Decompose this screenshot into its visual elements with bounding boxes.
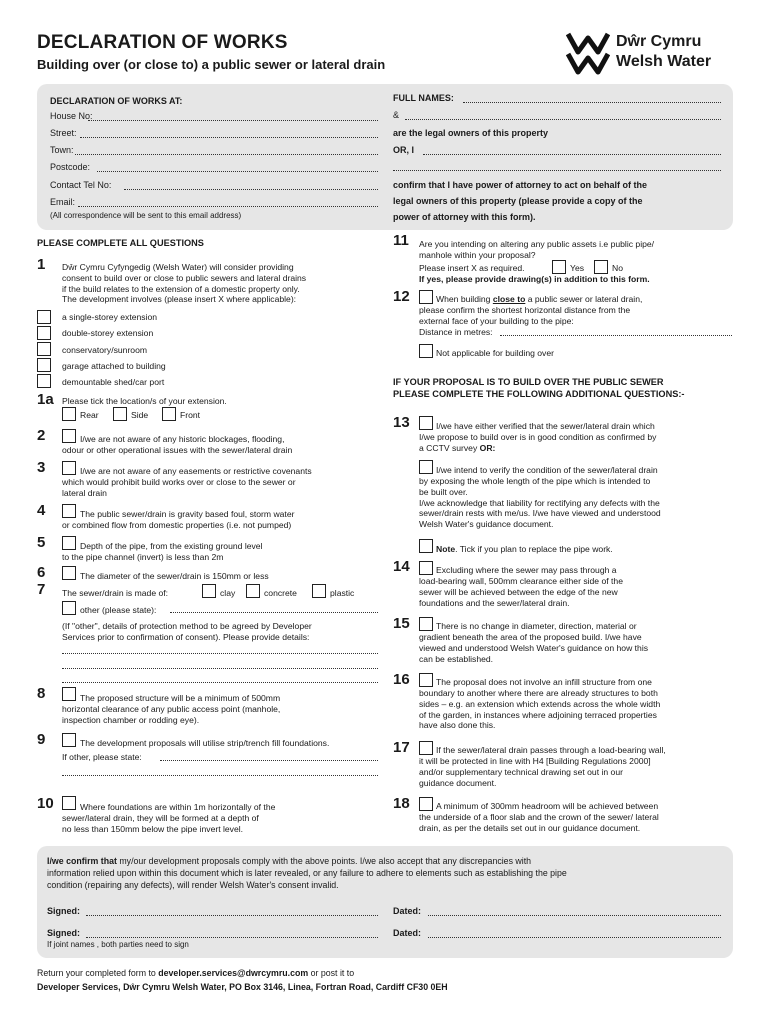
or-i-label: OR, I	[393, 145, 415, 155]
street-field[interactable]	[80, 137, 378, 138]
single-storey-checkbox[interactable]	[37, 310, 51, 324]
q18-text: A minimum of 300mm headroom will be achieved between	[436, 801, 659, 811]
q18-checkbox[interactable]	[419, 797, 433, 811]
return-text: or post it to	[308, 968, 355, 978]
q13-number: 13	[393, 414, 410, 431]
rear-checkbox[interactable]	[62, 407, 76, 421]
other-material-label: other (please state):	[80, 605, 157, 615]
q7-details-field[interactable]	[62, 682, 378, 683]
q5-text: to the pipe channel (invert) is less than 2m	[62, 552, 224, 562]
single-storey-label: a single-storey extension	[62, 312, 158, 322]
postcode-field[interactable]	[97, 171, 378, 172]
q8-checkbox[interactable]	[62, 687, 76, 701]
q8-number: 8	[37, 685, 46, 702]
q11-text: manhole within your proposal?	[419, 249, 536, 260]
town-field[interactable]	[75, 154, 378, 155]
postcode-label: Postcode:	[50, 162, 91, 172]
q15-text: can be established.	[419, 653, 494, 664]
q8-text: horizontal clearance of any public access point (manhole,	[62, 704, 281, 714]
q14-text: foundations and the sewer/lateral drain.	[419, 597, 570, 608]
q2-checkbox[interactable]	[62, 429, 76, 443]
q13-text: a CCTV survey	[419, 442, 480, 453]
q11-instruction: Please insert X as required.	[419, 263, 525, 273]
q3-checkbox[interactable]	[62, 461, 76, 475]
q6-number: 6	[37, 564, 46, 581]
build-over-heading: IF YOUR PROPOSAL IS TO BUILD OVER THE PUBLIC SEWER	[393, 377, 664, 387]
second-name-field[interactable]	[405, 119, 721, 120]
q16-text: of the garden, in instances where adjoining terraced properties	[419, 709, 657, 720]
q13-cctv-checkbox[interactable]	[419, 416, 433, 430]
q6-checkbox[interactable]	[62, 566, 76, 580]
q14-text: sewer will be achieved between the edge of the new	[419, 586, 618, 597]
no-checkbox[interactable]	[594, 260, 608, 274]
q7-number: 7	[37, 581, 46, 598]
q12-checkbox[interactable]	[419, 290, 433, 304]
joint-names-note: If joint names , both parties need to sign	[47, 940, 189, 949]
q1-text: Dŵr Cymru Cyfyngedig (Welsh Water) will consider providing	[62, 262, 294, 272]
plastic-label: plastic	[330, 588, 355, 598]
close-to-emphasis: close to	[492, 294, 526, 304]
distance-field[interactable]	[500, 335, 732, 336]
confirm-text: information relied upon within this document which is later revealed, or any failure to adhere to elements such as establishing the pipe	[47, 868, 567, 879]
q3-text: lateral drain	[62, 487, 107, 498]
q18-text: the underside of a floor slab and the crown of the sewer/ lateral	[419, 812, 659, 822]
q4-text: The public sewer/drain is gravity based foul, storm water	[80, 509, 295, 519]
conservatory-checkbox[interactable]	[37, 342, 51, 356]
signature-field-1[interactable]	[86, 915, 378, 916]
q7-note: (If "other", details of protection method to be agreed by Developer	[62, 621, 312, 631]
town-label: Town:	[50, 145, 74, 155]
signature-field-2[interactable]	[86, 937, 378, 938]
q15-text: There is no change in diameter, direction, material or	[436, 621, 637, 631]
q5-text: Depth of the pipe, from the existing ground level	[80, 541, 263, 551]
q8-text: The proposed structure will be a minimum of 500mm	[80, 693, 281, 703]
contact-tel-label: Contact Tel No:	[50, 180, 112, 190]
q1a-number: 1a	[37, 391, 54, 408]
email-note: (All correspondence will be sent to this email address)	[50, 211, 242, 220]
confirm-text: my/our development proposals comply with the above points. I/we also accept that any discrepancies with	[116, 856, 532, 866]
logo-text-english: Welsh Water	[616, 53, 712, 70]
not-applicable-label: Not applicable for building over	[436, 348, 554, 358]
return-text: Return your completed form to	[37, 968, 159, 978]
page-subtitle: Building over (or close to) a public sewer or lateral drain	[37, 57, 386, 72]
clay-checkbox[interactable]	[202, 584, 216, 598]
q18-number: 18	[393, 795, 410, 812]
other-material-field[interactable]	[170, 612, 378, 613]
water-wave-logo-icon	[566, 30, 610, 76]
attorney-text-1: confirm that I have power of attorney to act on behalf of the	[393, 180, 648, 190]
q17-checkbox[interactable]	[419, 741, 433, 755]
q16-text: have also done this.	[419, 720, 496, 731]
date-field-2[interactable]	[428, 937, 721, 938]
return-instructions	[37, 968, 354, 978]
side-label: Side	[131, 410, 149, 420]
page-title: DECLARATION OF WORKS	[37, 32, 288, 53]
email-label: Email:	[50, 197, 76, 207]
replace-pipe-label: . Tick if you plan to replace the pipe work.	[455, 544, 613, 554]
q1-text: The development involves (please insert X where applicable):	[62, 294, 297, 305]
shed-checkbox[interactable]	[37, 374, 51, 388]
dated-label: Dated:	[393, 928, 422, 938]
q14-number: 14	[393, 558, 410, 575]
ampersand-label: &	[393, 110, 400, 120]
attorney-name-field[interactable]	[423, 154, 721, 155]
q14-checkbox[interactable]	[419, 561, 433, 575]
address-heading: DECLARATION OF WORKS AT:	[50, 96, 183, 106]
q3-number: 3	[37, 459, 46, 476]
q16-checkbox[interactable]	[419, 673, 433, 687]
q15-text: gradient beneath the area of the proposed build. I/we have	[419, 632, 642, 642]
not-applicable-checkbox[interactable]	[419, 344, 433, 358]
q17-text: guidance document.	[419, 777, 497, 788]
rear-label: Rear	[80, 410, 99, 420]
email-field[interactable]	[78, 206, 378, 207]
q13-text: I/we intend to verify the condition of the sewer/lateral drain	[436, 465, 658, 475]
q10-text: Where foundations are within 1m horizontally of the	[80, 802, 276, 812]
q16-text: boundary to another where there are already structures to both	[419, 688, 658, 698]
or-emphasis: OR:	[479, 442, 496, 453]
plastic-checkbox[interactable]	[312, 584, 326, 598]
q16-text: sides – e.g. an extension which extends across the whole width	[419, 698, 661, 709]
q14-text: Excluding where the sewer may pass through a	[436, 565, 617, 575]
q1a-text: Please tick the location/s of your extension.	[62, 396, 227, 406]
q13-text: Welsh Water's guidance document.	[419, 519, 554, 530]
q14-text: load-bearing wall, 500mm clearance either side of the	[419, 576, 623, 586]
legal-owners-text: are the legal owners of this property	[393, 128, 549, 138]
q12-number: 12	[393, 288, 410, 305]
dated-label: Dated:	[393, 906, 422, 916]
q6-text: The diameter of the sewer/drain is 150mm or less	[80, 571, 269, 581]
q9-checkbox[interactable]	[62, 733, 76, 747]
q15-text: viewed and understood Welsh Water's guidance on how this	[419, 642, 649, 653]
replace-pipe-checkbox[interactable]	[419, 539, 433, 553]
q13-text: sewer/drain rests with me/us. I/we have viewed and understood	[419, 508, 661, 519]
date-field-1[interactable]	[428, 915, 721, 916]
q17-text: it will be protected in line with H4 [Building Regulations 2000]	[419, 756, 651, 766]
q4-checkbox[interactable]	[62, 504, 76, 518]
q17-text: and/or supplementary technical drawing set out in our	[419, 766, 623, 777]
q17-number: 17	[393, 739, 410, 756]
no-label: No	[612, 263, 623, 273]
build-over-heading: PLEASE COMPLETE THE FOLLOWING ADDITIONAL QUESTIONS:-	[393, 389, 685, 399]
full-names-field[interactable]	[463, 102, 721, 103]
confirm-emphasis: I/we confirm that	[47, 856, 117, 866]
attorney-text-2: legal owners of this property (please provide a copy of the	[393, 196, 643, 206]
shed-label: demountable shed/car port	[62, 377, 165, 387]
q1-text: consent to build over or close to public sewers and lateral drains	[62, 272, 307, 283]
q13-text: I/we acknowledge that liability for rectifying any defects with the	[419, 497, 660, 508]
attorney-text-3: power of attorney with this form).	[393, 212, 536, 222]
signed-label: Signed:	[47, 906, 80, 916]
q17-text: If the sewer/lateral drain passes through a load-bearing wall,	[436, 745, 666, 755]
other-material-checkbox[interactable]	[62, 601, 76, 615]
q4-text: or combined flow from domestic properties (i.e. not pumped)	[62, 520, 292, 530]
q9-other-field[interactable]	[62, 775, 378, 776]
q11-number: 11	[393, 232, 409, 249]
q13-text: by exposing the whole length of the pipe which is intended to	[419, 476, 651, 486]
q9-other-field[interactable]	[160, 760, 378, 761]
full-names-label: FULL NAMES:	[393, 93, 454, 103]
q15-checkbox[interactable]	[419, 617, 433, 631]
q16-number: 16	[393, 671, 410, 688]
q9-other-label: If other, please state:	[62, 752, 142, 762]
q4-number: 4	[37, 502, 46, 519]
q1-text: if the build relates to the extension of a domestic property only.	[62, 283, 300, 294]
garage-checkbox[interactable]	[37, 358, 51, 372]
q10-checkbox[interactable]	[62, 796, 76, 810]
house-no-field[interactable]	[88, 120, 378, 121]
q10-number: 10	[37, 795, 54, 812]
questions-heading: PLEASE COMPLETE ALL QUESTIONS	[37, 238, 204, 248]
yes-checkbox[interactable]	[552, 260, 566, 274]
confirm-text: condition (repairing any defects), will render Welsh Water's consent invalid.	[47, 880, 339, 891]
return-email-link[interactable]: developer.services@dwrcymru.com	[158, 968, 309, 978]
q3-text: which would prohibit build works over or close to the sewer or	[62, 477, 296, 487]
q7-details-field[interactable]	[62, 653, 378, 654]
q10-text: sewer/lateral drain, they will be formed at a depth of	[62, 813, 259, 823]
welsh-water-logo	[566, 30, 736, 76]
q18-text: drain, as per the details set out in our guidance document.	[419, 822, 641, 833]
house-no-label: House No:	[50, 111, 93, 121]
note-emphasis: Note	[436, 544, 456, 554]
q13-verify-checkbox[interactable]	[419, 460, 433, 474]
distance-label: Distance in metres:	[419, 326, 493, 337]
side-checkbox[interactable]	[113, 407, 127, 421]
q2-text: odour or other operational issues with the sewer/lateral drain	[62, 445, 293, 455]
q15-number: 15	[393, 615, 410, 632]
contact-tel-field[interactable]	[124, 189, 378, 190]
logo-text-welsh: Dŵr Cymru	[616, 33, 702, 50]
q9-number: 9	[37, 731, 46, 748]
q12-text: please confirm the shortest horizontal distance from the	[419, 305, 631, 315]
q5-checkbox[interactable]	[62, 536, 76, 550]
concrete-checkbox[interactable]	[246, 584, 260, 598]
q11-drawing-note: If yes, please provide drawing(s) in addition to this form.	[419, 274, 650, 284]
conservatory-label: conservatory/sunroom	[62, 345, 148, 355]
q7-note: Services prior to confirmation of consent). Please provide details:	[62, 631, 310, 642]
postal-address: Developer Services, Dŵr Cymru Welsh Water, PO Box 3146, Linea, Fortran Road, Cardiff CF30 0EH	[37, 982, 448, 992]
q3-text: I/we are not aware of any easements or restrictive covenants	[80, 466, 312, 476]
q1-number: 1	[37, 256, 46, 273]
q2-text: I/we are not aware of any historic blockages, flooding,	[80, 434, 285, 444]
double-storey-label: double-storey extension	[62, 328, 154, 338]
q12-text: When building	[436, 294, 493, 304]
q9-text: The development proposals will utilise strip/trench fill foundations.	[80, 738, 330, 748]
front-checkbox[interactable]	[162, 407, 176, 421]
clay-label: clay	[220, 588, 236, 598]
yes-label: Yes	[570, 263, 585, 273]
attorney-name-field-2[interactable]	[393, 170, 721, 171]
garage-label: garage attached to building	[62, 361, 166, 371]
q16-text: The proposal does not involve an infill structure from one	[436, 677, 652, 687]
q13-text: I/we have either verified that the sewer/lateral drain which	[436, 421, 655, 431]
q5-number: 5	[37, 534, 46, 551]
q13-text: be built over.	[419, 486, 468, 497]
q11-text: Are you intending on altering any public assets i.e public pipe/	[419, 239, 655, 249]
double-storey-checkbox[interactable]	[37, 326, 51, 340]
q7-details-field[interactable]	[62, 668, 378, 669]
signed-label: Signed:	[47, 928, 80, 938]
q8-text: inspection chamber or rodding eye).	[62, 714, 200, 725]
q7-text: The sewer/drain is made of:	[62, 588, 169, 598]
front-label: Front	[180, 410, 201, 420]
q13-text: I/we propose to build over is in good condition as confirmed by	[419, 432, 657, 442]
q12-text: external face of your building to the pipe:	[419, 315, 574, 326]
concrete-label: concrete	[264, 588, 297, 598]
q2-number: 2	[37, 427, 46, 444]
street-label: Street:	[50, 128, 77, 138]
q10-text: no less than 150mm below the pipe invert level.	[62, 823, 244, 834]
q12-text: a public sewer or lateral drain,	[525, 294, 643, 304]
